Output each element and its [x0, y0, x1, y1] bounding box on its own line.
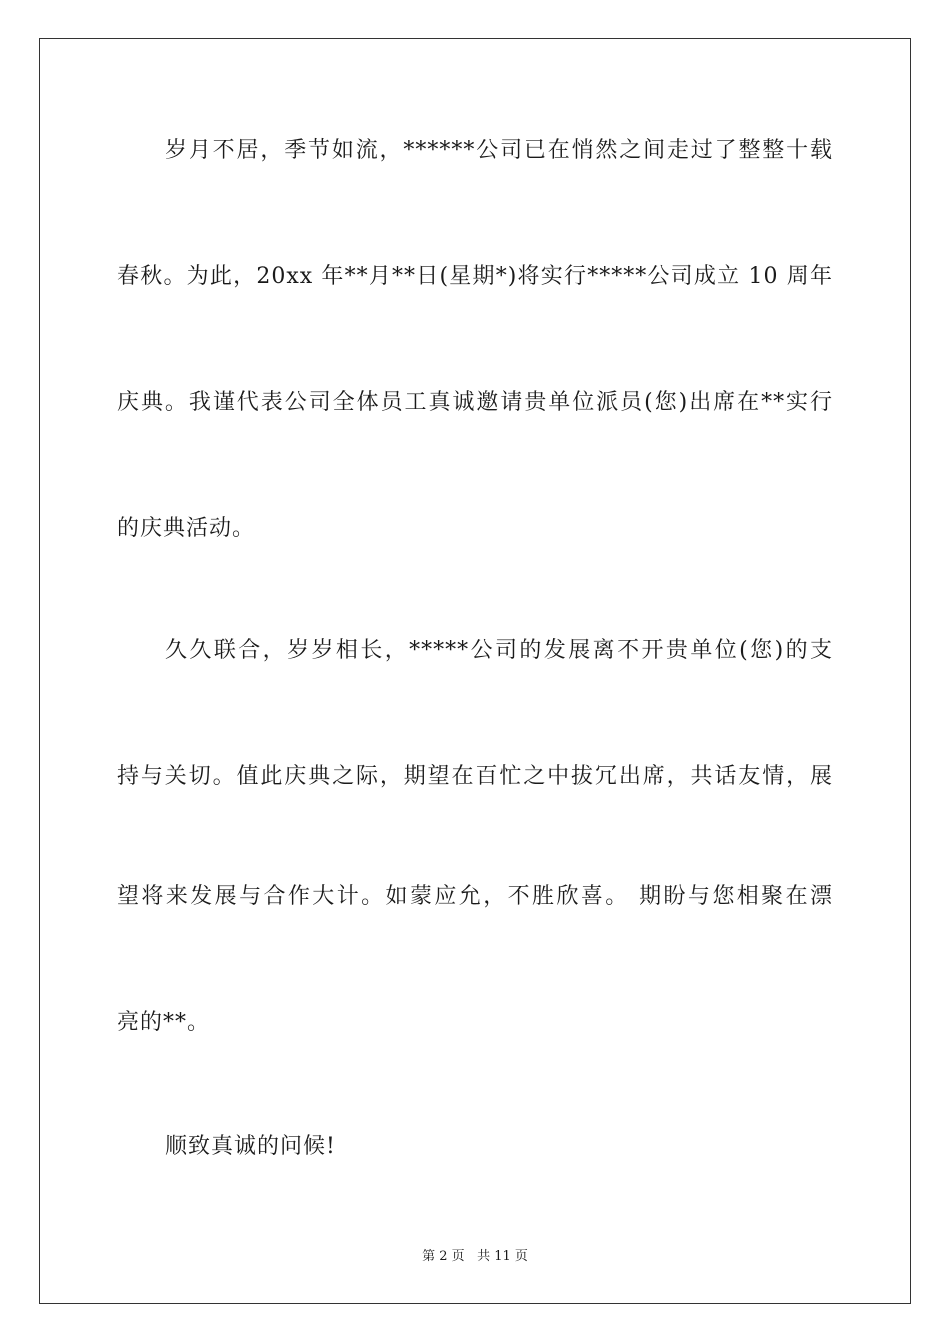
paragraph-1-line-4: 的庆典活动。: [117, 516, 256, 541]
paragraph-2-line-1: 久久联合，岁岁相长，*****公司的发展离不开贵单位(您)的支: [165, 638, 833, 663]
page-number: 第 2 页: [422, 1249, 465, 1264]
paragraph-1-line-3: 庆典。我谨代表公司全体员工真诚邀请贵单位派员(您)出席在**实行: [117, 390, 833, 415]
page-footer: [0, 1248, 950, 1266]
paragraph-2-line-3: 望将来发展与合作大计。如蒙应允，不胜欣喜。 期盼与您相聚在漂: [117, 884, 833, 909]
closing-line: 顺致真诚的问候!: [165, 1134, 336, 1159]
paragraph-1-line-1: 岁月不居，季节如流，******公司已在悄然之间走过了整整十载: [165, 138, 833, 163]
paragraph-2-line-2: 持与关切。值此庆典之际，期望在百忙之中拔冗出席，共话友情，展: [117, 764, 833, 789]
paragraph-2-line-4: 亮的**。: [117, 1010, 211, 1035]
paragraph-1-line-2: 春秋。为此，20xx 年**月**日(星期*)将实行*****公司成立 10 周年: [117, 264, 833, 289]
page-border: [39, 38, 911, 1304]
page-total: 共 11 页: [477, 1249, 528, 1264]
